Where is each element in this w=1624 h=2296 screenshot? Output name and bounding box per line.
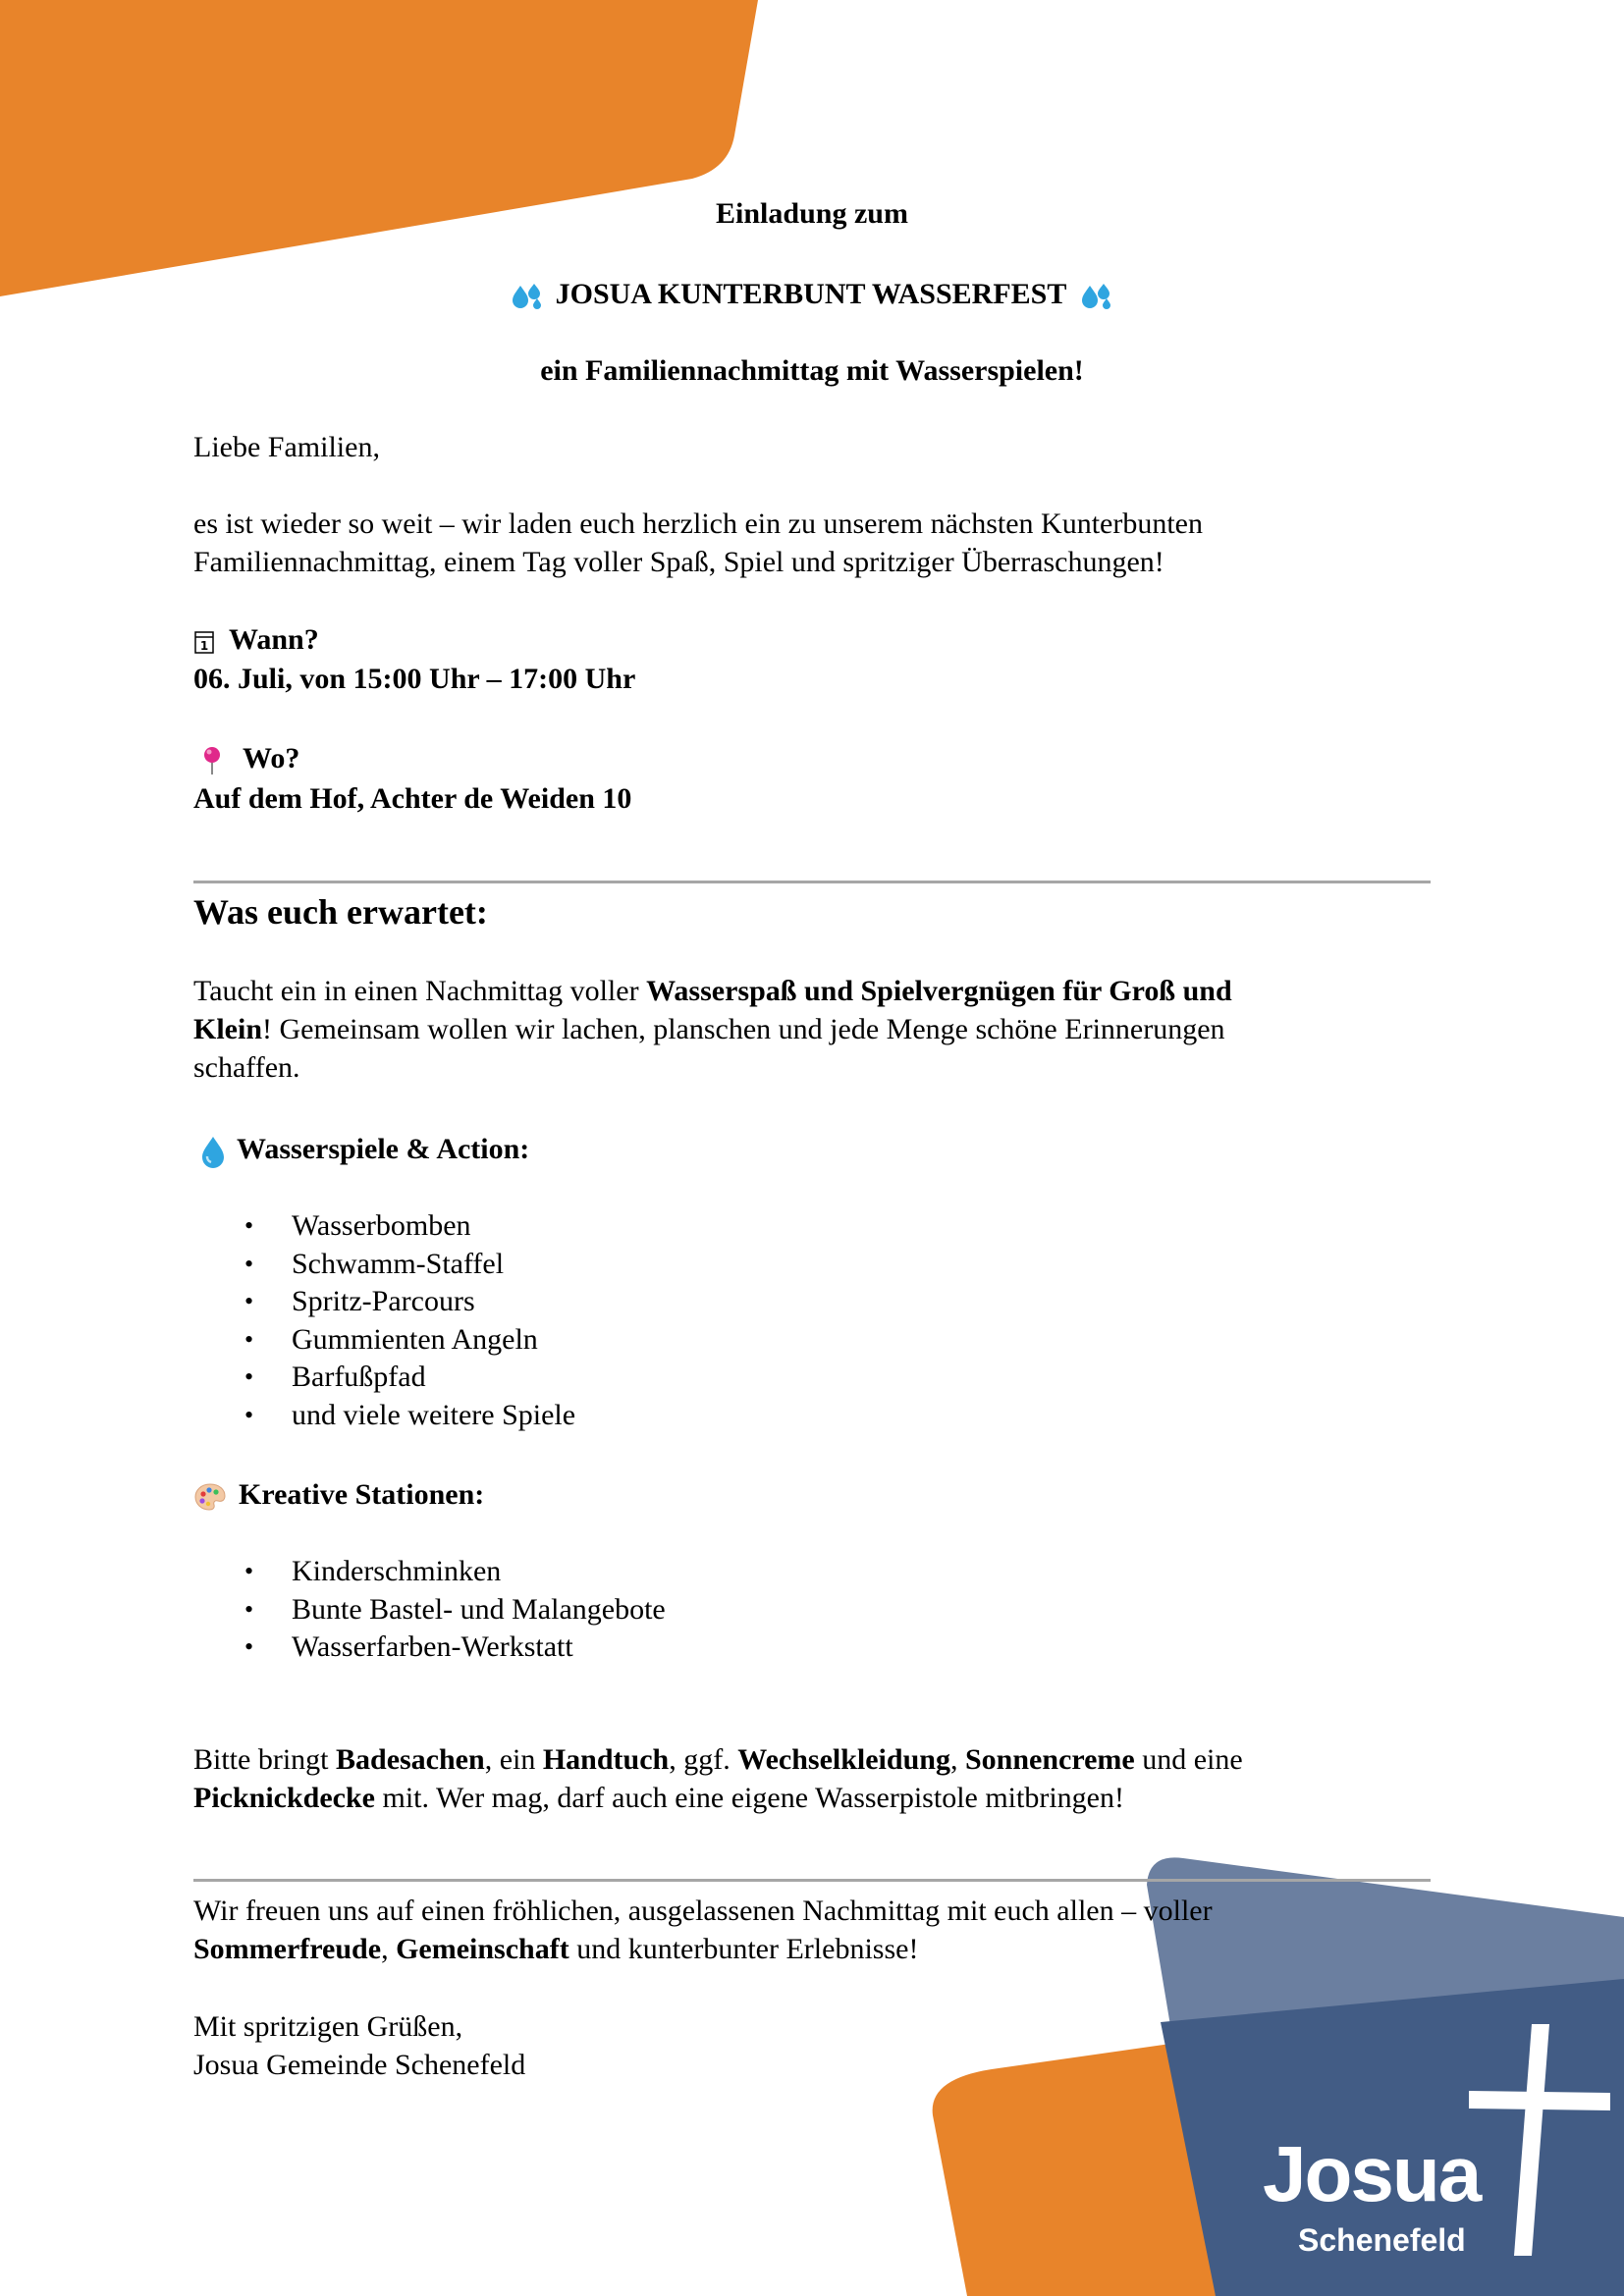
bring-text: Bitte bringt (193, 1743, 336, 1776)
expect-paragraph (193, 972, 1431, 1087)
where-value: Auf dem Hof, Achter de Weiden 10 (193, 782, 632, 815)
intro-paragraph (193, 505, 1431, 581)
expect-highlight: Wasserspaß und Spielvergnügen für Groß und (646, 975, 1232, 1007)
expect-heading: Was euch erwartet: (193, 892, 488, 932)
signoff-line: Mit spritzigen Grüßen, (193, 2010, 463, 2043)
list-item: • Bunte Bastel- und Malangebote (193, 1591, 666, 1629)
water-games-heading-text: Wasserspiele & Action: (237, 1133, 530, 1165)
droplet-icon (199, 1135, 227, 1168)
bring-item: Picknickdecke (193, 1782, 375, 1814)
where-label (193, 739, 1431, 777)
closing-text: und kunterbunter Erlebnisse! (568, 1933, 919, 1965)
orange-top-shape (0, 0, 758, 296)
signoff (193, 2007, 1431, 2084)
list-item: • Spritz-Parcours (193, 1283, 575, 1321)
bring-item: Sonnencreme (964, 1743, 1135, 1776)
list-item: • Wasserfarben-Werkstatt (193, 1629, 666, 1667)
when-label-text: Wann? (229, 623, 319, 656)
water-games-list (193, 1207, 575, 1434)
list-item: • Schwamm-Staffel (193, 1246, 575, 1284)
event-title (193, 275, 1431, 313)
event-title-text: JOSUA KUNTERBUNT WASSERFEST (555, 278, 1067, 310)
creative-list (193, 1553, 666, 1667)
list-item: • Barfußpfad (193, 1359, 575, 1397)
logo-place: Schenefeld (1298, 2222, 1466, 2258)
divider-top (193, 881, 1431, 883)
when-label (193, 620, 1431, 659)
svg-text:1: 1 (199, 639, 209, 654)
expect-text: ! Gemeinsam wollen wir lachen, planschen und jede Menge schöne Erinnerungen (262, 1013, 1225, 1045)
closing-text: Wir freuen uns auf einen fröhlichen, ausgelassenen Nachmittag mit euch allen – voller (193, 1895, 1213, 1927)
intro-line-1: es ist wieder so weit – wir laden euch herzlich ein zu unserem nächsten Kunterbunten (193, 507, 1203, 540)
list-item: • Gummienten Angeln (193, 1321, 575, 1360)
bring-text: , ggf. (669, 1743, 738, 1776)
expect-text: Taucht ein in einen Nachmittag voller (193, 975, 647, 1007)
intro-heading: Einladung zum (716, 197, 908, 230)
expect-text: schaffen. (193, 1051, 300, 1084)
expect-highlight: Klein (193, 1013, 263, 1045)
closing-text: , (381, 1933, 397, 1965)
pin-icon (199, 745, 225, 776)
calendar-icon (193, 629, 215, 655)
list-item: • und viele weitere Spiele (193, 1397, 575, 1435)
list-item: • Wasserbomben (193, 1207, 575, 1246)
where-label-text: Wo? (243, 742, 300, 774)
list-item: • Kinderschminken (193, 1553, 666, 1591)
palette-icon (193, 1482, 227, 1512)
when-value: 06. Juli, von 15:00 Uhr – 17:00 Uhr (193, 663, 636, 695)
greeting: Liebe Familien, (193, 431, 380, 463)
water-games-heading (193, 1130, 1431, 1168)
bring-item: Handtuch (542, 1743, 670, 1776)
droplets-emoji-icon (1080, 282, 1113, 311)
creative-heading (193, 1475, 1431, 1514)
signoff-line: Josua Gemeinde Schenefeld (193, 2049, 526, 2081)
bring-paragraph (193, 1740, 1431, 1817)
bring-item: Wechselkleidung (737, 1743, 950, 1776)
intro-line-2: Familiennachmittag, einem Tag voller Spaß, Spiel und spritziger Überraschungen! (193, 546, 1164, 578)
bring-text: mit. Wer mag, darf auch eine eigene Wasserpistole mitbringen! (375, 1782, 1124, 1814)
closing-highlight: Gemeinschaft (396, 1933, 569, 1965)
bring-text: und eine (1134, 1743, 1243, 1776)
closing-highlight: Sommerfreude (193, 1933, 382, 1965)
bring-text: , (949, 1743, 965, 1776)
creative-heading-text: Kreative Stationen: (239, 1478, 485, 1511)
divider-bottom (193, 1879, 1431, 1882)
closing-paragraph (193, 1892, 1431, 1968)
event-subtitle: ein Familiennachmittag mit Wasserspielen! (540, 354, 1084, 387)
logo-name: Josua (1263, 2130, 1481, 2217)
bring-text: , ein (484, 1743, 543, 1776)
bring-item: Badesachen (336, 1743, 485, 1776)
droplets-emoji-icon (511, 282, 544, 311)
